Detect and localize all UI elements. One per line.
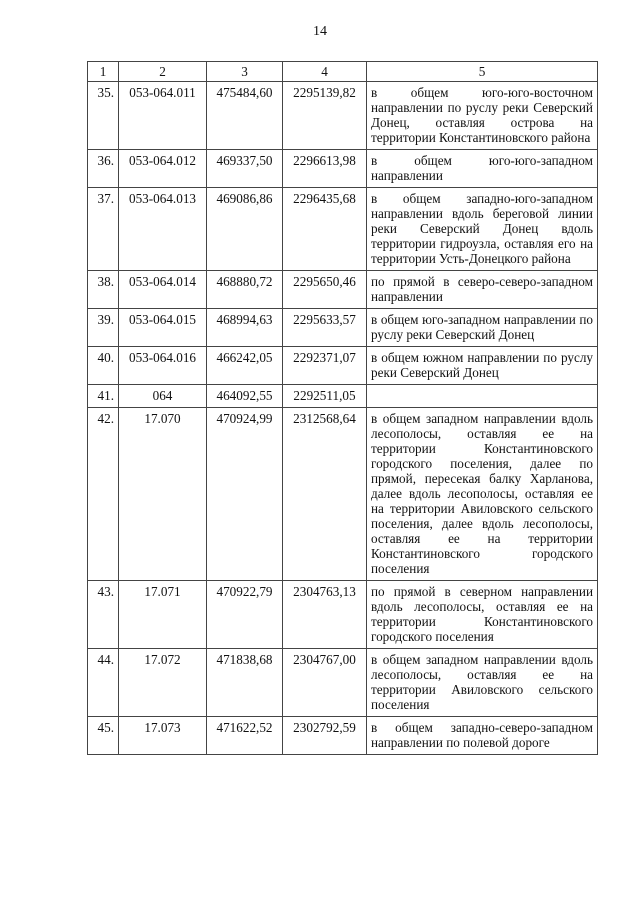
- x-coordinate: 471622,52: [207, 717, 283, 755]
- boundary-coordinates-table: [87, 61, 598, 755]
- header-col-1: 1: [88, 62, 119, 82]
- y-coordinate: 2292511,05: [283, 385, 367, 408]
- y-coordinate: 2295139,82: [283, 82, 367, 150]
- x-coordinate: 469337,50: [207, 150, 283, 188]
- x-coordinate: 466242,05: [207, 347, 283, 385]
- point-code: 053-064.014: [119, 271, 207, 309]
- row-number: 44.: [88, 649, 119, 717]
- point-code: 17.073: [119, 717, 207, 755]
- row-number: 41.: [88, 385, 119, 408]
- y-coordinate: 2295633,57: [283, 309, 367, 347]
- boundary-description: в общем западном направлении вдоль лесополосы, оставляя ее на территории Константиновского городского поселения, далее по прямой, пересекая балку Харланова, далее вдоль лесополосы, оставляя ее на территории Авиловского сельского поселения, далее вдоль лесополосы, оставляя ее на территории Константиновского городского поселения: [367, 408, 598, 581]
- point-code: 053-064.012: [119, 150, 207, 188]
- table-row: [88, 581, 598, 649]
- y-coordinate: 2296613,98: [283, 150, 367, 188]
- boundary-description: в общем юго-юго-западном направлении: [367, 150, 598, 188]
- row-number: 38.: [88, 271, 119, 309]
- header-col-2: 2: [119, 62, 207, 82]
- y-coordinate: 2292371,07: [283, 347, 367, 385]
- table-row: [88, 271, 598, 309]
- row-number: 36.: [88, 150, 119, 188]
- boundary-description: по прямой в северном направлении вдоль лесополосы, оставляя ее на территории Константиновского городского поселения: [367, 581, 598, 649]
- x-coordinate: 470922,79: [207, 581, 283, 649]
- boundary-description: в общем западном направлении вдоль лесополосы, оставляя ее на территории Авиловского сельского поселения: [367, 649, 598, 717]
- table-row: [88, 408, 598, 581]
- x-coordinate: 468880,72: [207, 271, 283, 309]
- header-col-5: 5: [367, 62, 598, 82]
- row-number: 42.: [88, 408, 119, 581]
- table-row: [88, 649, 598, 717]
- row-number: 35.: [88, 82, 119, 150]
- x-coordinate: 470924,99: [207, 408, 283, 581]
- row-number: 43.: [88, 581, 119, 649]
- row-number: 45.: [88, 717, 119, 755]
- table-row: [88, 188, 598, 271]
- table-row: [88, 717, 598, 755]
- x-coordinate: 469086,86: [207, 188, 283, 271]
- boundary-description: в общем юго-западном направлении по руслу реки Северский Донец: [367, 309, 598, 347]
- point-code: 053-064.011: [119, 82, 207, 150]
- boundary-description: по прямой в северо-северо-западном направлении: [367, 271, 598, 309]
- y-coordinate: 2304767,00: [283, 649, 367, 717]
- boundary-description: в общем западно-юго-западном направлении вдоль береговой линии реки Северский Донец вдоль территории гидроузла, оставляя его на территории Усть-Донецкого района: [367, 188, 598, 271]
- x-coordinate: 468994,63: [207, 309, 283, 347]
- row-number: 39.: [88, 309, 119, 347]
- y-coordinate: 2312568,64: [283, 408, 367, 581]
- boundary-description: [367, 385, 598, 408]
- point-code: 17.070: [119, 408, 207, 581]
- table-row: [88, 385, 598, 408]
- header-col-4: 4: [283, 62, 367, 82]
- y-coordinate: 2304763,13: [283, 581, 367, 649]
- row-number: 40.: [88, 347, 119, 385]
- table-header-row: [88, 62, 598, 82]
- page-number: 14: [313, 24, 327, 39]
- y-coordinate: 2302792,59: [283, 717, 367, 755]
- point-code: 17.072: [119, 649, 207, 717]
- y-coordinate: 2296435,68: [283, 188, 367, 271]
- x-coordinate: 475484,60: [207, 82, 283, 150]
- point-code: 064: [119, 385, 207, 408]
- boundary-description: в общем южном направлении по руслу реки Северский Донец: [367, 347, 598, 385]
- table-row: [88, 347, 598, 385]
- table-row: [88, 82, 598, 150]
- x-coordinate: 471838,68: [207, 649, 283, 717]
- table-row: [88, 309, 598, 347]
- boundary-description: в общем западно-северо-западном направлении по полевой дороге: [367, 717, 598, 755]
- table-row: [88, 150, 598, 188]
- y-coordinate: 2295650,46: [283, 271, 367, 309]
- x-coordinate: 464092,55: [207, 385, 283, 408]
- header-col-3: 3: [207, 62, 283, 82]
- point-code: 053-064.013: [119, 188, 207, 271]
- point-code: 17.071: [119, 581, 207, 649]
- point-code: 053-064.016: [119, 347, 207, 385]
- boundary-description: в общем юго-юго-восточном направлении по руслу реки Северский Донец, оставляя острова на территории Константиновского района: [367, 82, 598, 150]
- row-number: 37.: [88, 188, 119, 271]
- point-code: 053-064.015: [119, 309, 207, 347]
